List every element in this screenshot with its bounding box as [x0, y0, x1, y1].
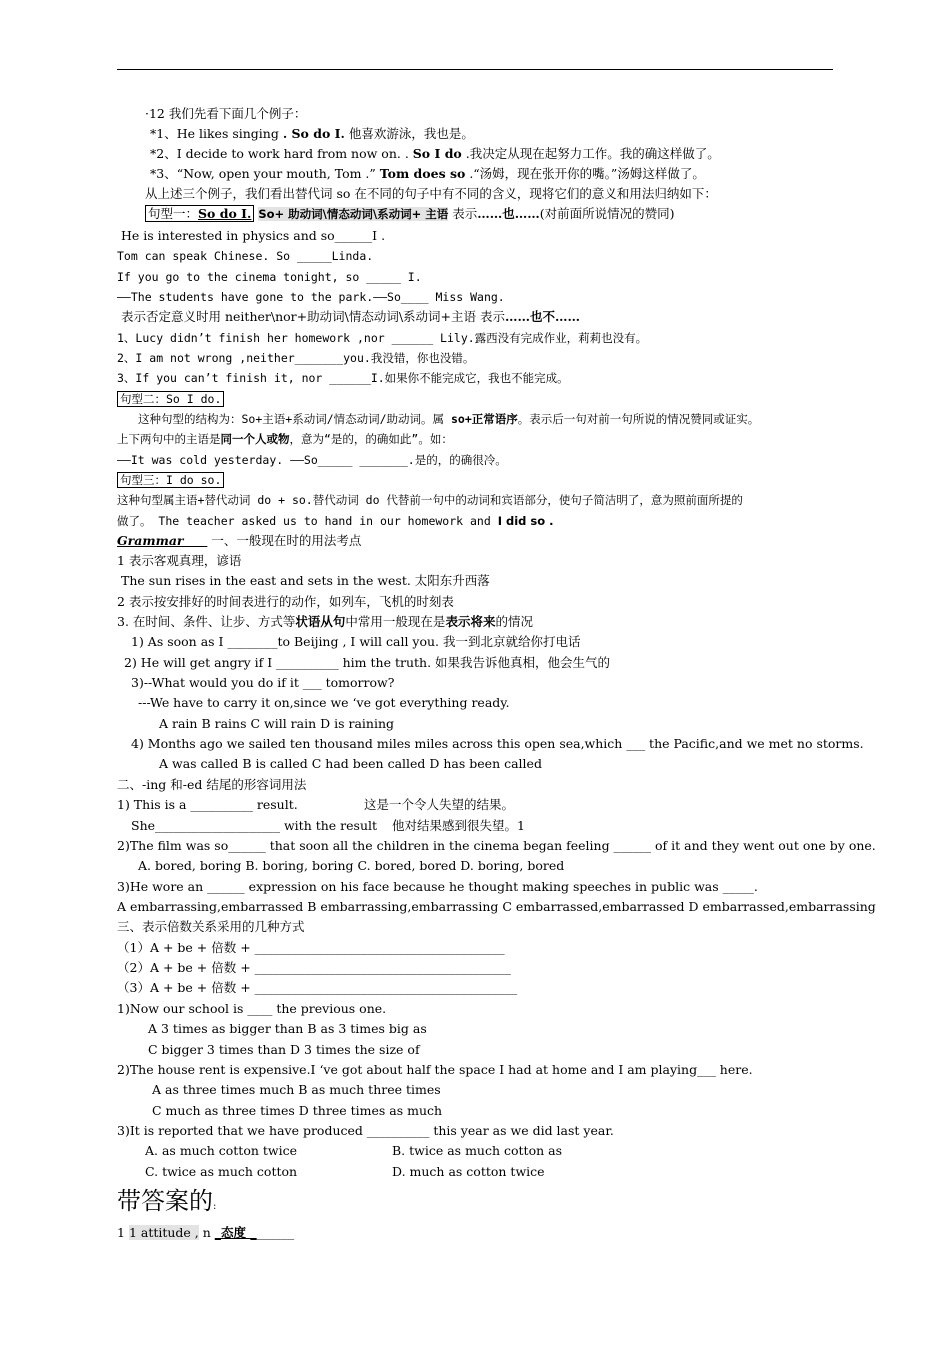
answers-heading [117, 1186, 216, 1216]
text: .我决定从现在起努力工作。我的确这样做了。 [461, 146, 720, 161]
section2-title: 二、-ing 和-ed 结尾的形容词用法 [117, 777, 307, 792]
text: 3. 在时间、条件、让步、方式等 [117, 614, 296, 629]
pattern1-example-4: ——The students have gone to the park.——So____ Miss Wang. [117, 290, 505, 304]
pattern2-example: ——It was cold yesterday. ——So_____ _______.是的，的确很冷。 [117, 453, 507, 467]
text: 做了。 The teacher asked us to hand in our homework and [117, 514, 498, 528]
section3-formula-2: （2）A + be + 倍数 + _________________________________________ [117, 960, 511, 975]
pattern1-label [145, 205, 254, 222]
section3-option-b: B. twice as much cotton as [392, 1143, 562, 1158]
text: 上下两句中的主语是 [117, 432, 221, 446]
pattern3-description-2 [117, 513, 554, 529]
text: I did so . [497, 514, 554, 528]
section3-question-3: 3)It is reported that we have produced __________ this year as we did last year. [117, 1123, 614, 1138]
grammar-question-1: 1) As soon as I ________to Beijing , I will call you. 我一到北京就给你打电话 [131, 634, 581, 649]
section2-question-1: 1) This is a __________ result. [117, 797, 298, 812]
grammar-question-3-reply: ---We have to carry it on,since we ‘ve got everything ready. [138, 695, 510, 710]
section3-question-1-options-b: C bigger 3 times than D 3 times the size of [148, 1042, 420, 1057]
text: 表示将来 [445, 614, 496, 629]
text: ……也不…… [504, 309, 580, 324]
section3-question-2-options-b: C much as three times D three times as much [152, 1103, 443, 1118]
grammar-heading [117, 533, 361, 549]
grammar-question-4-options: A was called B is called C had been called D has been called [159, 756, 542, 771]
text: Tom does so [379, 166, 466, 181]
section2-question-3-options: A embarrassing,embarrassed B embarrassing,embarrassing C embarrassed,embarrassed D embarrassed,embarrassing [117, 899, 876, 914]
pattern1-neg-example-1: 1、Lucy didn’t finish her homework ,nor ______ Lily.露西没有完成作业，莉莉也没有。 [117, 331, 648, 345]
answer-text: _态度 _ [214, 1225, 257, 1240]
pattern1-heading [145, 206, 675, 222]
text: 他喜欢游泳，我也是。 [344, 126, 474, 141]
text: 1 attitude , [128, 1225, 199, 1240]
grammar-point-3 [117, 614, 533, 630]
grammar-question-3-options: A rain B rains C will rain D is raining [159, 716, 395, 731]
text: 。表示后一句对前一句所说的情况赞同或证实。 [517, 412, 760, 426]
text: 句型三：I do so. [117, 472, 224, 488]
text: So do I. [198, 206, 252, 221]
section3-option-c: C. twice as much cotton [145, 1164, 298, 1179]
answers-item-1 [117, 1225, 294, 1241]
intro-example-1 [150, 126, 474, 142]
section2-question-2-options: A. bored, boring B. boring, boring C. bored, bored D. boring, bored [138, 858, 565, 873]
text: 状语从句 [295, 614, 346, 629]
text: so+正常语序 [450, 412, 518, 426]
intro-example-2 [150, 146, 720, 162]
grammar-point-1: 1 表示客观真理，谚语 [117, 553, 242, 568]
text: *3、“Now, open your mouth, Tom .” [150, 166, 380, 181]
pattern1-neg-example-2: 2、I am not wrong ,neither_______you.我没错，你也没错。 [117, 351, 475, 365]
section2-question-1b: She____________________ with the result [131, 818, 378, 833]
text: 1 [117, 1225, 129, 1240]
intro-title: ·12 我们先看下面几个例子： [145, 106, 307, 121]
section3-question-2-options-a: A as three times much B as much three times [152, 1082, 441, 1097]
pattern2-description-2 [117, 431, 453, 447]
grammar-question-4: 4) Months ago we sailed ten thousand miles miles across this open sea,which ___ the Pacific,and we met no storms. [131, 736, 864, 751]
grammar-question-2: 2) He will get angry if I __________ him the truth. 如果我告诉他真相，他会生气的 [124, 655, 611, 670]
section3-title: 三、表示倍数关系采用的几种方式 [117, 919, 305, 934]
text: ______ [256, 1225, 295, 1240]
text: ……也…… [477, 206, 540, 221]
intro-example-3 [150, 166, 705, 182]
text: . So do I. [282, 126, 345, 141]
header-rule [117, 69, 833, 70]
pattern1-example-2: Tom can speak Chinese. So _____Linda. [117, 249, 374, 263]
section3-formula-3: （3）A + be + 倍数 + __________________________________________ [117, 980, 518, 995]
grammar-question-3: 3)--What would you do if it ___ tomorrow? [131, 675, 395, 690]
pattern2-description [138, 411, 759, 427]
section2-question-1-translation: 这是一个令人失望的结果。 [364, 797, 515, 812]
grammar-point-1-example: The sun rises in the east and sets in the west. 太阳东升西落 [121, 573, 490, 588]
text: 一、一般现在时的用法考点 [211, 533, 362, 548]
text: 句型二：So I do. [117, 391, 224, 407]
text: 表示否定意义时用 neither\nor+助动词\情态动词\系动词+主语 表示 [121, 309, 505, 324]
pattern2-label [117, 391, 224, 407]
text: 句型一： [148, 206, 199, 221]
pattern1-example-1: He is interested in physics and so______I . [121, 228, 386, 243]
section3-question-1-options-a: A 3 times as bigger than B as 3 times big as [148, 1021, 427, 1036]
section2-question-1b-translation: 他对结果感到很失望。1 [392, 818, 525, 833]
answers-title: 带答案的 [117, 1187, 213, 1215]
text: *2、I decide to work hard from now on. . [150, 146, 413, 161]
pattern1-negative [121, 309, 580, 325]
text: n [198, 1225, 215, 1240]
pattern1-structure: So+ 助动词\情态动词\系动词+ 主语 [258, 207, 449, 221]
text: *1、He likes singing [150, 126, 283, 141]
text: So I do [412, 146, 462, 161]
pattern1-neg-example-3: 3、If you can’t finish it, nor ______I.如果你不能完成它，我也不能完成。 [117, 371, 569, 385]
text: (对前面所说情况的赞同) [539, 206, 675, 221]
text: 这种句型的结构为：So+主语+系动词/情态动词/助动词。属 [138, 412, 451, 426]
text [184, 533, 208, 548]
grammar-point-2: 2 表示按安排好的时间表进行的动作，如列车，飞机的时刻表 [117, 594, 454, 609]
section3-question-2: 2)The house rent is expensive.I ‘ve got about half the space I had at home and I am playing___ here. [117, 1062, 753, 1077]
section2-question-3: 3)He wore an ______ expression on his face because he thought making speeches in public was _____. [117, 879, 758, 894]
text: : [213, 1201, 217, 1212]
section3-option-a: A. as much cotton twice [145, 1143, 297, 1158]
pattern3-label [117, 472, 224, 488]
section3-formula-1: （1）A + be + 倍数 + ________________________________________ [117, 940, 505, 955]
section3-option-d: D. much as cotton twice [392, 1164, 545, 1179]
text: 同一个人或物 [220, 432, 290, 446]
text: .“汤姆，现在张开你的嘴。”汤姆这样做了。 [465, 166, 705, 181]
text: 中常用一般现在是 [345, 614, 446, 629]
text: ，意为“是的，的确如此”。如： [289, 432, 453, 446]
pattern3-description: 这种句型属主语+替代动词 do + so.替代动词 do 代替前一句中的动词和宾语部分，使句子简洁明了，意为照前面所提的 [117, 493, 743, 507]
section3-question-1: 1)Now our school is ____ the previous one. [117, 1001, 387, 1016]
section2-question-2: 2)The film was so______ that soon all the children in the cinema began feeling ______ of it and they went out one by one. [117, 838, 876, 853]
text: 表示 [448, 206, 478, 221]
intro-summary: 从上述三个例子，我们看出替代词 so 在不同的句子中有不同的含义，现将它们的意义和用法归纳如下： [145, 186, 717, 201]
grammar-label: Grammar [117, 533, 184, 548]
pattern1-example-3: If you go to the cinema tonight, so _____ I. [117, 270, 422, 284]
text: 的情况 [495, 614, 533, 629]
